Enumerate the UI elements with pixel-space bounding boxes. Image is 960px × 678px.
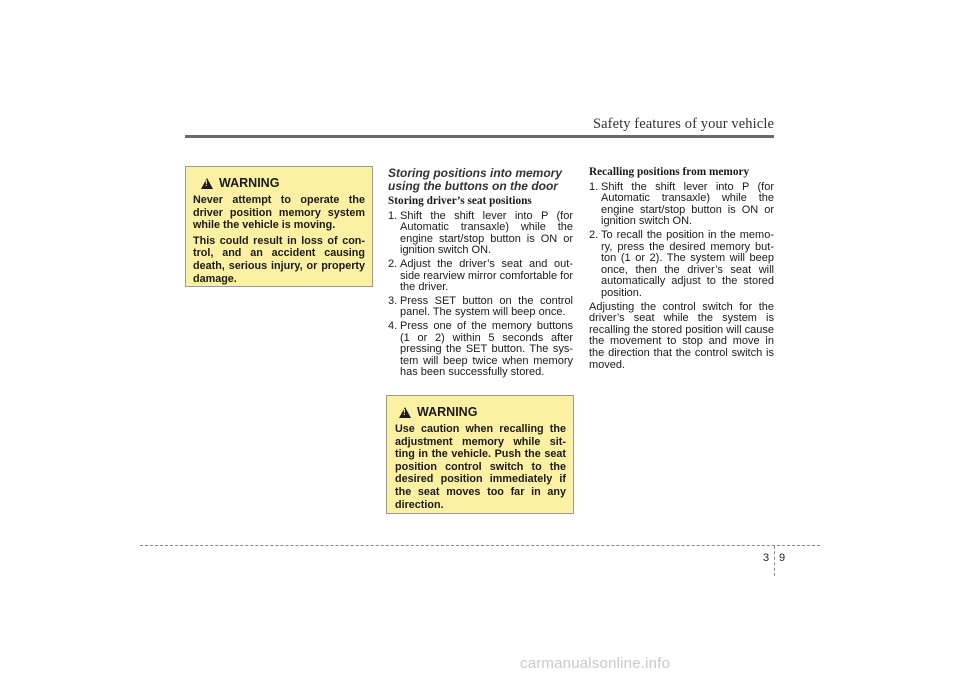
warning-triangle-icon bbox=[399, 407, 411, 418]
step-number: 1. bbox=[388, 209, 398, 222]
step-number: 2. bbox=[388, 257, 398, 270]
list-item bbox=[388, 259, 573, 294]
warning-box-recall bbox=[386, 395, 574, 514]
warning-label: WARNING bbox=[219, 176, 280, 190]
watermark: carmanualsonline.info bbox=[520, 655, 671, 672]
footer-rule bbox=[140, 545, 820, 546]
page-number-divider bbox=[774, 546, 775, 576]
body-paragraph: Adjusting the control switch for the driver’s seat while the system is recalling the stored position will cause the movement to stop and move in the direction that the control switch is moved. bbox=[589, 300, 774, 371]
step-number: 1. bbox=[589, 180, 599, 193]
warning-text: This could result in loss of con-trol, and an accident causing death, serious injury, or property damage. bbox=[193, 234, 365, 285]
section-title: Storing driver’s seat positions bbox=[388, 195, 532, 207]
middle-column bbox=[388, 167, 573, 381]
chapter-number: 3 bbox=[763, 552, 770, 564]
step-number: 2. bbox=[589, 228, 599, 241]
header-title: Safety features of your vehicle bbox=[592, 116, 774, 132]
step-text: Press SET button on the control panel. The system will beep once. bbox=[400, 294, 573, 319]
right-column bbox=[589, 167, 774, 371]
step-text: Shift the shift lever into P (for Automatic transaxle) while the engine start/stop button is ON or ignition switch ON. bbox=[400, 209, 573, 257]
step-text: To recall the position in the memo-ry, press the desired memory but-ton (1 or 2). The system will beep once, then the driver’s seat will automatically adjust to the stored position. bbox=[601, 228, 774, 299]
step-number: 4. bbox=[388, 319, 398, 332]
step-text: Adjust the driver’s seat and out-side rearview mirror comfortable for the driver. bbox=[400, 257, 573, 294]
step-number: 3. bbox=[388, 294, 398, 307]
list-item bbox=[388, 321, 573, 379]
warning-text: Never attempt to operate the driver position memory system while the vehicle is moving. bbox=[193, 194, 365, 232]
page-number: 9 bbox=[779, 552, 786, 564]
list-item bbox=[589, 182, 774, 228]
warning-box-memory bbox=[185, 166, 373, 287]
warning-text: Use caution when recalling the adjustment memory while sit-ting in the vehicle. Push the seat position control switch to the desired position immediately if the seat moves too far in any direction. bbox=[395, 423, 566, 511]
warning-label: WARNING bbox=[417, 405, 478, 419]
list-item bbox=[388, 296, 573, 319]
section-subheading: Storing positions into memory using the buttons on the door bbox=[388, 166, 563, 193]
list-item bbox=[388, 211, 573, 257]
header-rule bbox=[185, 135, 774, 138]
section-title: Recalling positions from memory bbox=[589, 166, 750, 178]
step-text: Shift the shift lever into P (for Automatic transaxle) while the engine start/stop button is ON or ignition switch ON. bbox=[601, 180, 774, 228]
step-text: Press one of the memory buttons (1 or 2) within 5 seconds after pressing the SET button. The sys-tem will beep twice when memory has been successfully stored. bbox=[400, 319, 573, 379]
list-item bbox=[589, 230, 774, 300]
warning-triangle-icon bbox=[201, 178, 213, 189]
